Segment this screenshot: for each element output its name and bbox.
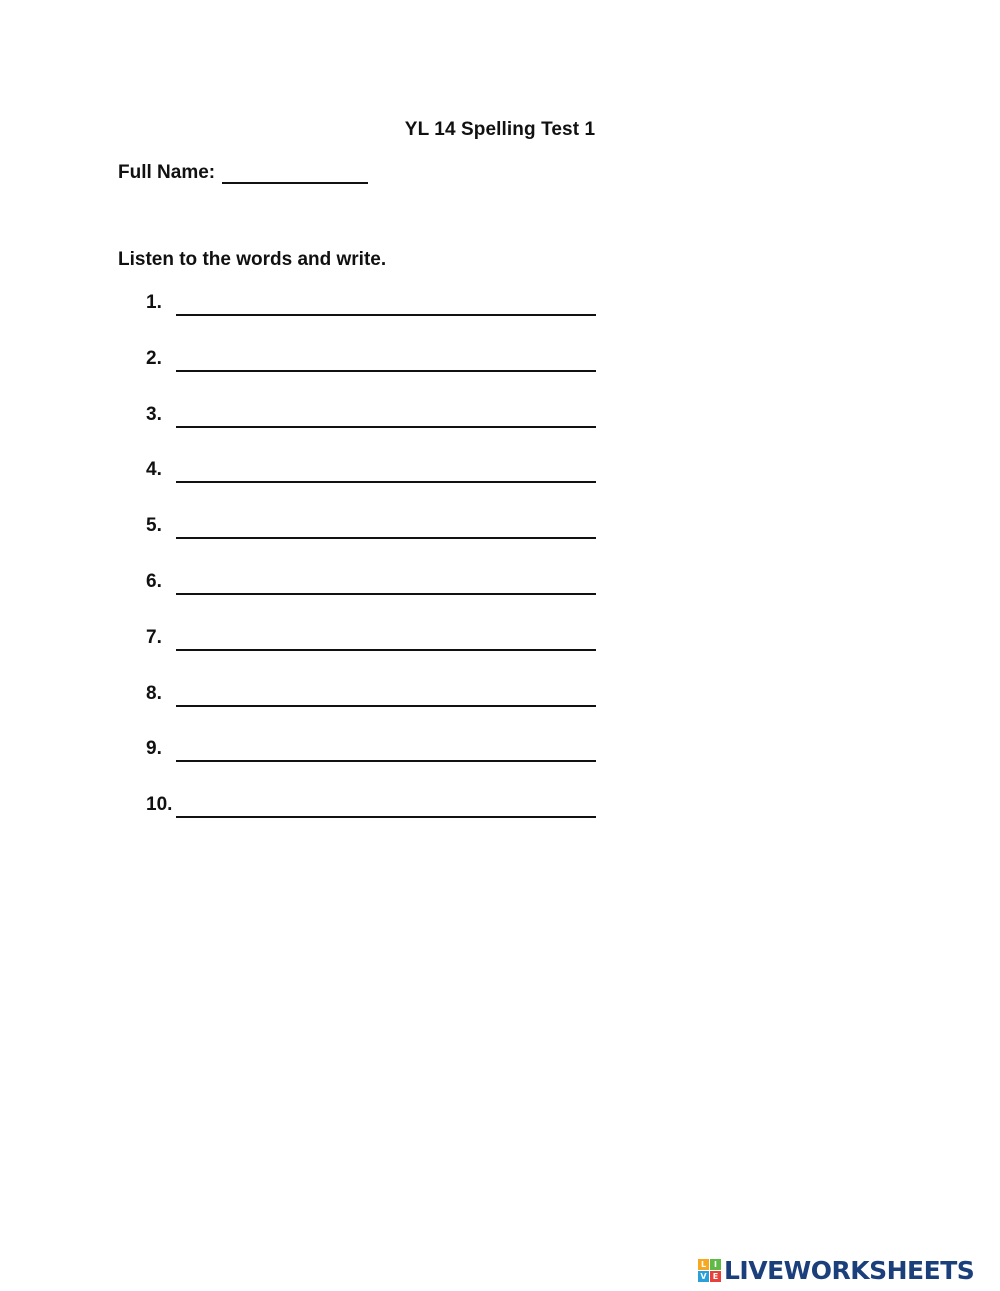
answer-number: 4. bbox=[146, 459, 162, 481]
instruction-text: Listen to the words and write. bbox=[118, 249, 387, 270]
answer-row bbox=[146, 569, 596, 625]
logo-mark-letter: E bbox=[710, 1271, 721, 1282]
answer-row bbox=[146, 346, 596, 402]
answer-field[interactable] bbox=[176, 736, 596, 762]
document-title: YL 14 Spelling Test 1 bbox=[404, 119, 596, 140]
answer-field[interactable] bbox=[176, 792, 596, 818]
answer-row bbox=[146, 681, 596, 737]
liveworksheets-logo-icon bbox=[698, 1259, 721, 1282]
answer-field[interactable] bbox=[176, 290, 596, 316]
answer-row bbox=[146, 290, 596, 346]
answer-number: 10. bbox=[146, 794, 173, 816]
answer-number: 5. bbox=[146, 515, 162, 537]
answer-list bbox=[146, 290, 596, 848]
liveworksheets-logo bbox=[698, 1256, 974, 1285]
answer-field[interactable] bbox=[176, 346, 596, 372]
full-name-row bbox=[118, 162, 368, 184]
answer-field[interactable] bbox=[176, 513, 596, 539]
answer-number: 7. bbox=[146, 626, 162, 648]
answer-number: 1. bbox=[146, 292, 162, 313]
answer-row bbox=[146, 625, 596, 681]
answer-row bbox=[146, 402, 596, 458]
answer-number: 9. bbox=[146, 738, 162, 760]
answer-field[interactable] bbox=[176, 457, 596, 483]
answer-number: 3. bbox=[146, 403, 162, 425]
answer-row bbox=[146, 792, 596, 848]
answer-number: 6. bbox=[146, 570, 162, 592]
full-name-label: Full Name: bbox=[118, 162, 216, 183]
answer-number: 8. bbox=[146, 682, 162, 704]
logo-text: LIVEWORKSHEETS bbox=[724, 1256, 975, 1285]
logo-mark-letter: I bbox=[710, 1259, 721, 1270]
full-name-field[interactable] bbox=[222, 162, 368, 184]
logo-mark-letter: L bbox=[698, 1259, 709, 1270]
answer-row bbox=[146, 736, 596, 792]
answer-number: 2. bbox=[146, 347, 162, 369]
logo-mark-letter: V bbox=[698, 1271, 709, 1282]
answer-row bbox=[146, 457, 596, 513]
answer-field[interactable] bbox=[176, 402, 596, 428]
answer-field[interactable] bbox=[176, 681, 596, 707]
answer-field[interactable] bbox=[176, 625, 596, 651]
answer-row bbox=[146, 513, 596, 569]
answer-field[interactable] bbox=[176, 569, 596, 595]
